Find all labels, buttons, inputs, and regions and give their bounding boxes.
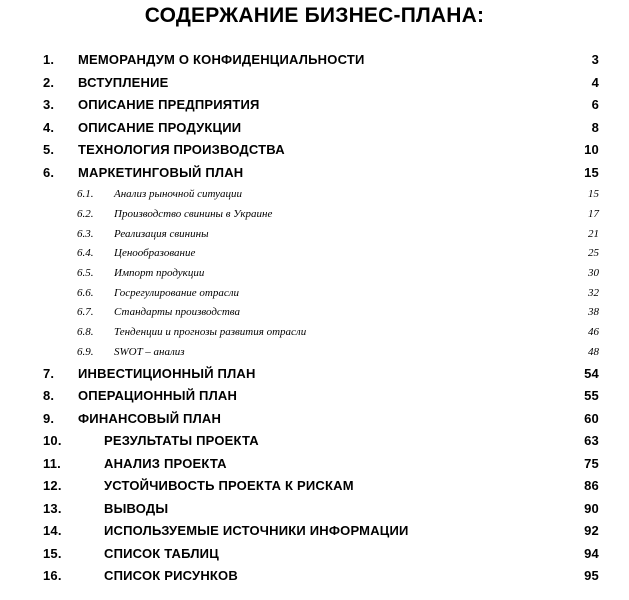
toc-item-page: 4: [591, 75, 599, 90]
toc-subitem-number: 6.5.: [77, 267, 94, 279]
toc-item-number: 15.: [43, 546, 62, 561]
toc-item-title: ИНВЕСТИЦИОННЫЙ ПЛАН: [78, 366, 256, 381]
toc-subitem-page: 46: [588, 326, 599, 338]
toc-subitem-title: Тенденции и прогнозы развития отрасли: [114, 326, 307, 338]
toc-subitem-title: Стандарты производства: [114, 306, 240, 318]
toc-subitem-page: 25: [588, 247, 599, 259]
toc-item-title: ИСПОЛЬЗУЕМЫЕ ИСТОЧНИКИ ИНФОРМАЦИИ: [104, 523, 409, 538]
toc-item-title: РЕЗУЛЬТАТЫ ПРОЕКТА: [104, 433, 259, 448]
toc-subitem-title: Госрегулирование отрасли: [114, 287, 240, 299]
toc-item[interactable]: [0, 499, 629, 519]
toc-item[interactable]: [0, 566, 629, 586]
toc-item-title: ВСТУПЛЕНИЕ: [78, 75, 169, 90]
toc-subitem[interactable]: [0, 322, 629, 342]
toc-item[interactable]: [0, 544, 629, 564]
toc-item-number: 9.: [43, 411, 55, 426]
toc-item-page: 54: [584, 366, 599, 381]
toc-item[interactable]: [0, 431, 629, 451]
toc-subitem-page: 32: [588, 287, 599, 299]
toc-subitem[interactable]: [0, 184, 629, 204]
toc-item-number: 13.: [43, 501, 62, 516]
toc-item[interactable]: [0, 454, 629, 474]
toc-item-number: 4.: [43, 120, 55, 135]
toc-item-page: 60: [584, 411, 599, 426]
toc-item-title: СПИСОК ТАБЛИЦ: [104, 546, 219, 561]
toc-subitem-number: 6.9.: [77, 346, 94, 358]
toc-subitem[interactable]: [0, 243, 629, 263]
toc-item-number: 1.: [43, 52, 55, 67]
toc-item-page: 92: [584, 523, 599, 538]
toc-item-title: ТЕХНОЛОГИЯ ПРОИЗВОДСТВА: [78, 142, 285, 157]
toc-item-number: 2.: [43, 75, 55, 90]
toc-item-number: 16.: [43, 568, 62, 583]
toc-item-number: 8.: [43, 388, 55, 403]
toc-item-page: 94: [584, 546, 599, 561]
toc-item-page: 3: [591, 52, 599, 67]
toc-subitem[interactable]: [0, 283, 629, 303]
toc-item-page: 15: [584, 165, 599, 180]
toc-subitem-number: 6.2.: [77, 208, 94, 220]
toc-subitem-title: SWOT – анализ: [114, 346, 185, 358]
toc-subitem[interactable]: [0, 204, 629, 224]
toc-subitem-number: 6.1.: [77, 188, 94, 200]
toc-item-title: ВЫВОДЫ: [104, 501, 169, 516]
toc-subitem[interactable]: [0, 302, 629, 322]
toc-subitem-title: Реализация свинины: [114, 228, 209, 240]
toc-subitem-page: 17: [588, 208, 599, 220]
toc-item[interactable]: [0, 95, 629, 115]
toc-item-page: 8: [591, 120, 599, 135]
toc-subitem-number: 6.6.: [77, 287, 94, 299]
toc-item[interactable]: [0, 386, 629, 406]
toc-item[interactable]: [0, 364, 629, 384]
toc-item-page: 55: [584, 388, 599, 403]
page-title: СОДЕРЖАНИЕ БИЗНЕС-ПЛАНА:: [144, 4, 485, 27]
toc-item-number: 10.: [43, 433, 62, 448]
toc-item-number: 7.: [43, 366, 55, 381]
toc-subitem-title: Анализ рыночной ситуации: [114, 188, 243, 200]
toc-item-page: 6: [591, 97, 599, 112]
toc-item-page: 10: [584, 142, 599, 157]
toc-subitem-page: 38: [588, 306, 599, 318]
toc-item-page: 86: [584, 478, 599, 493]
toc-item-title: ФИНАНСОВЫЙ ПЛАН: [78, 411, 222, 426]
toc-item-title: МАРКЕТИНГОВЫЙ ПЛАН: [78, 165, 244, 180]
toc-item-title: МЕМОРАНДУМ О КОНФИДЕНЦИАЛЬНОСТИ: [78, 52, 365, 67]
toc-item[interactable]: [0, 521, 629, 541]
toc-subitem-number: 6.3.: [77, 228, 94, 240]
toc-item[interactable]: [0, 140, 629, 160]
toc-item-number: 11.: [43, 456, 61, 471]
toc-item-page: 75: [584, 456, 599, 471]
toc-item-number: 12.: [43, 478, 62, 493]
toc-item-number: 6.: [43, 165, 55, 180]
toc-subitem-title: Ценообразование: [114, 247, 196, 259]
toc-item-title: АНАЛИЗ ПРОЕКТА: [104, 456, 227, 471]
toc-item-number: 3.: [43, 97, 55, 112]
toc-item-page: 63: [584, 433, 599, 448]
toc-item[interactable]: [0, 163, 629, 183]
toc-subitem-page: 15: [588, 188, 599, 200]
toc-item-title: ОПИСАНИЕ ПРОДУКЦИИ: [78, 120, 242, 135]
toc-item-title: УСТОЙЧИВОСТЬ ПРОЕКТА К РИСКАМ: [104, 478, 354, 493]
toc-subitem[interactable]: [0, 342, 629, 362]
toc-subitem-number: 6.4.: [77, 247, 94, 259]
toc-subitem-page: 48: [588, 346, 599, 358]
toc-item-number: 14.: [43, 523, 62, 538]
toc-subitem-page: 30: [588, 267, 599, 279]
toc-subitem[interactable]: [0, 263, 629, 283]
toc-subitem-title: Импорт продукции: [114, 267, 205, 279]
toc-item[interactable]: [0, 50, 629, 70]
toc-subitem-number: 6.8.: [77, 326, 94, 338]
toc-item-title: ОПЕРАЦИОННЫЙ ПЛАН: [78, 388, 238, 403]
toc-subitem[interactable]: [0, 224, 629, 244]
toc-item-page: 95: [584, 568, 599, 583]
toc-item-page: 90: [584, 501, 599, 516]
toc-subitem-title: Производство свинины в Украине: [114, 208, 273, 220]
toc-item-number: 5.: [43, 142, 55, 157]
toc-item[interactable]: [0, 409, 629, 429]
toc-subitem-page: 21: [588, 228, 599, 240]
toc-item[interactable]: [0, 476, 629, 496]
toc-subitem-number: 6.7.: [77, 306, 94, 318]
toc-item-title: СПИСОК РИСУНКОВ: [104, 568, 238, 583]
toc-item-title: ОПИСАНИЕ ПРЕДПРИЯТИЯ: [78, 97, 260, 112]
toc-item[interactable]: [0, 73, 629, 93]
toc-item[interactable]: [0, 118, 629, 138]
